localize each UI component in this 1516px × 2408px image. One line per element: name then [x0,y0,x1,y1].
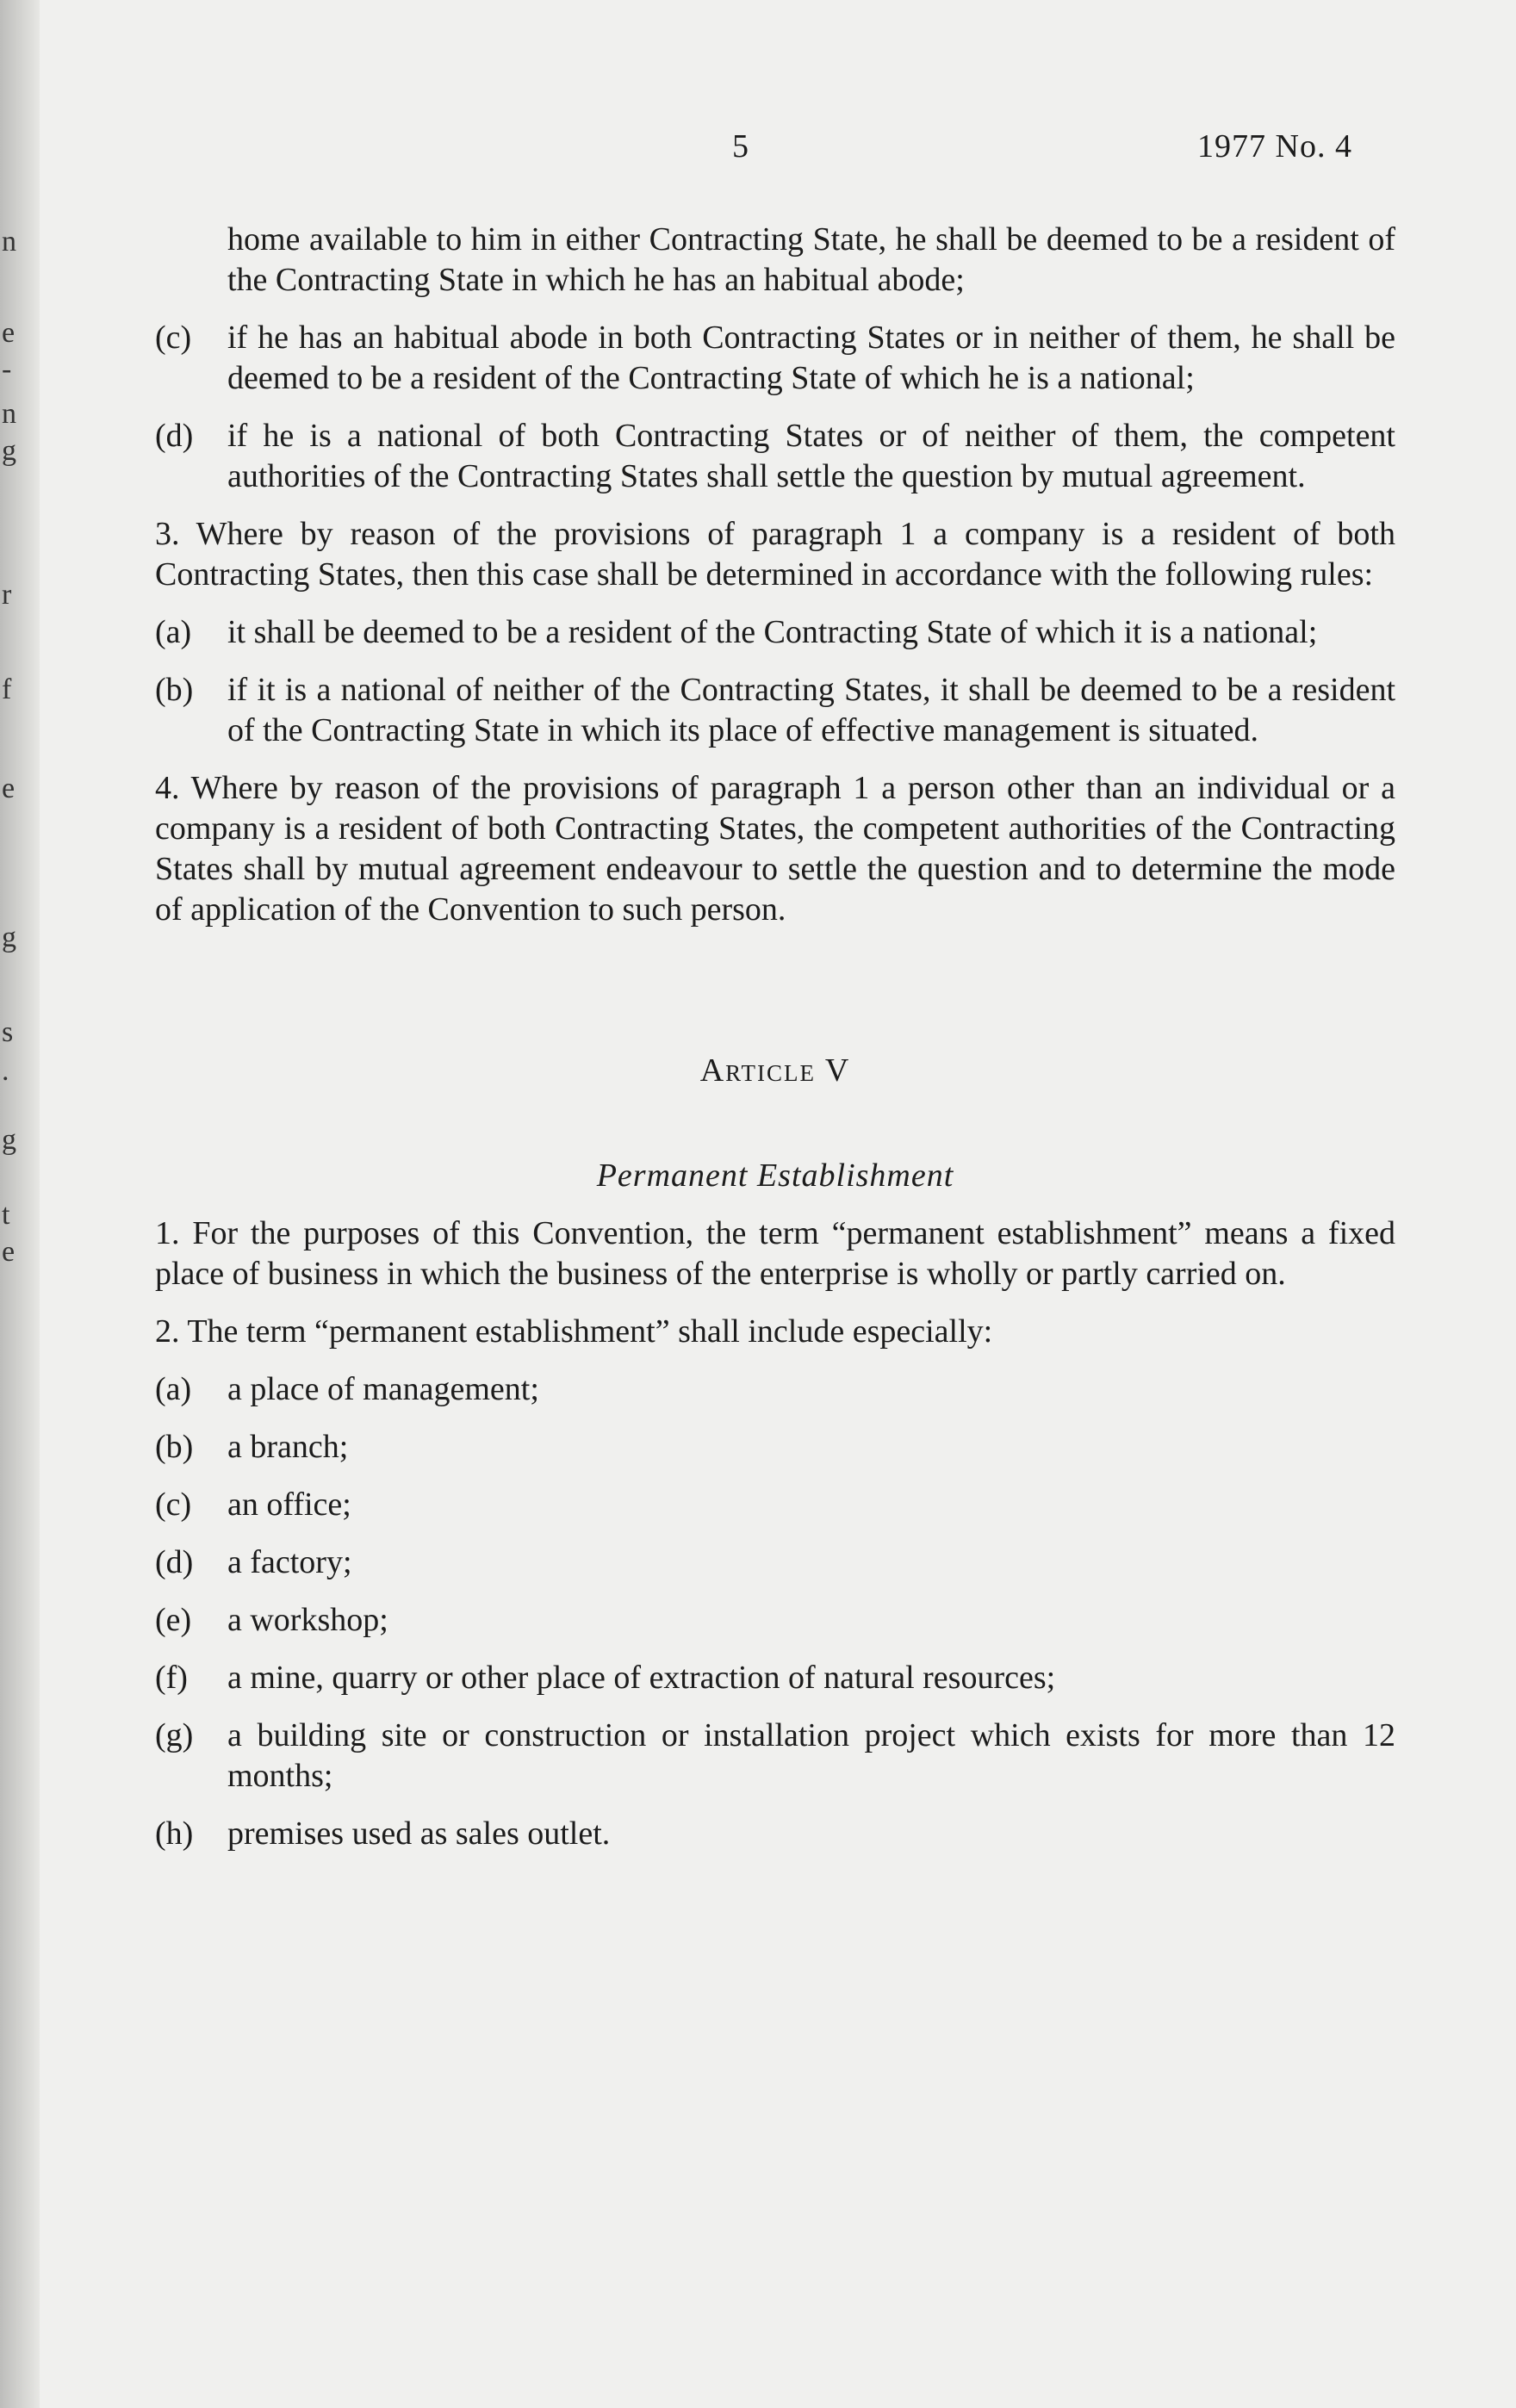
list-item [155,1814,1395,1854]
item-text: a place of management; [227,1371,539,1407]
item-text: if he is a national of both Contracting States or of neither of them, the competent authorities of the Contracting States shall settle the question by mutual agreement. [227,418,1395,494]
page-number: 5 [732,128,749,164]
item-label: (b) [155,1429,194,1465]
paragraph-3: 3. Where by reason of the provisions of paragraph 1 a company is a resident of both Contracting States, then this case shall be determined in accordance with the following rules: [155,516,1395,593]
list-item [155,1369,1395,1410]
list-item [155,1485,1395,1525]
list-item [155,1427,1395,1468]
margin-fragment: t [2,1199,10,1231]
item-label: (g) [155,1717,194,1753]
pe-list [155,1369,1395,1854]
margin-fragment: r [2,579,12,611]
item-text: an office; [227,1486,351,1523]
list-item [155,1542,1395,1583]
item-label: (c) [155,1486,192,1523]
item-label: (h) [155,1815,194,1852]
binding-gutter [0,0,40,2408]
article-heading: Article V [699,1052,851,1089]
margin-fragment: e [2,773,16,804]
margin-fragment: g [2,1124,16,1156]
item-text: a factory; [227,1544,352,1580]
item-label: (d) [155,1544,194,1580]
item-text: it shall be deemed to be a resident of the Contracting State of which it is a national; [227,614,1318,650]
margin-fragment: g [2,922,16,953]
margin-fragment: s [2,1016,14,1048]
list-item [155,416,1395,497]
margin-fragment: - [2,353,12,385]
item-label: (a) [155,614,192,650]
item-text: if it is a national of neither of the Contracting States, it shall be deemed to be a resident of the Contracting State in which its place of effective management is situated. [227,672,1395,748]
document-body [155,220,1395,1854]
list-item [155,318,1395,399]
list-item [155,1600,1395,1641]
item-text: a workshop; [227,1602,388,1638]
margin-fragment: g [2,435,16,467]
pe-paragraph-1: 1. For the purposes of this Convention, the term “permanent establishment” means a fixed place of business in which the business of the enterprise is wholly or partly carried on. [155,1215,1395,1292]
item-label: (e) [155,1602,192,1638]
margin-fragment: n [2,398,16,430]
margin-fragment: . [2,1055,9,1087]
margin-fragment: e [2,317,16,349]
article-subtitle: Permanent Establishment [596,1157,954,1194]
item-text: a mine, quarry or other place of extraction of natural resources; [227,1660,1056,1696]
pe-paragraph-2: 2. The term “permanent establishment” shall include especially: [155,1313,993,1350]
item-text: a branch; [227,1429,349,1465]
continued-paragraph: home available to him in either Contracting State, he shall be deemed to be a resident of the Contracting State in which he has an habitual abode; [227,221,1395,298]
item-label: (f) [155,1660,188,1696]
list-item [155,1658,1395,1698]
list-item [155,1716,1395,1797]
item-label: (d) [155,418,194,454]
item-text: if he has an habitual abode in both Contracting States or in neither of them, he shall be deemed to be a resident of the Contracting State of which he is a national; [227,320,1395,396]
margin-fragment: e [2,1236,16,1268]
list-item [155,670,1395,751]
paragraph-4: 4. Where by reason of the provisions of paragraph 1 a person other than an individual or a company is a resident of both Contracting States, the competent authorities of the Contracting States shall by mutual agreement endeavour to settle the question and to determine the mode of application of the Convention to such person. [155,770,1395,928]
document-reference: 1977 No. 4 [1197,128,1352,164]
margin-fragment: f [2,673,12,705]
item-label: (a) [155,1371,192,1407]
list-item [155,612,1395,653]
item-text: a building site or construction or installation project which exists for more than 12 months; [227,1717,1395,1794]
item-label: (b) [155,672,194,708]
item-text: premises used as sales outlet. [227,1815,611,1852]
item-label: (c) [155,320,192,356]
margin-fragment: n [2,226,16,258]
